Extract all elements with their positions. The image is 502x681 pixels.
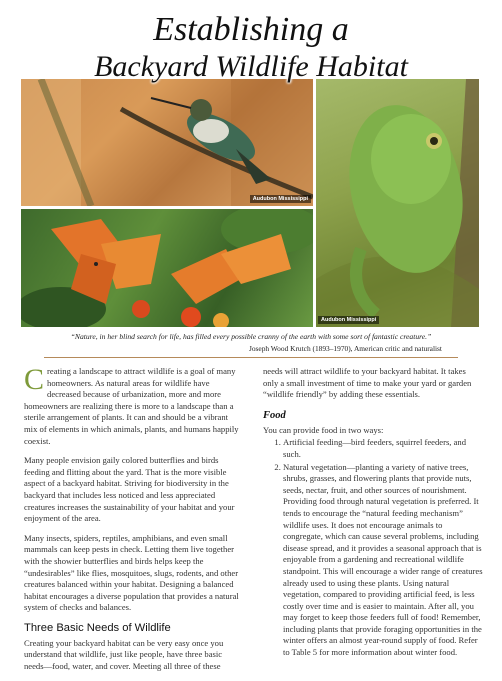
hummingbird-photo <box>21 79 313 206</box>
food-intro: You can provide food in two ways: <box>263 424 384 435</box>
frog-photo <box>316 79 479 327</box>
drop-cap: C <box>24 363 45 396</box>
title-line-1: Establishing a <box>153 11 349 48</box>
intro-text: reating a landscape to attract wildlife is a goal of many homeowners. As natural areas for wildlife have decreased because of urbanization, more and more homeowners are realizing there is more to a landscape than a sterile arrangement of plants. It can and should be a vibrant mix of elements in which animals, plants, and humans happily coexist. <box>24 366 239 446</box>
paragraph-3: Many insects, spiders, reptiles, amphibians, and even small mammals can keep pests in check. Letting them live together with the showier butterflies and birds helps keep the “undesirables” like flies, mosquitoes, slugs, rodents, and other creatures balanced within your habitat. Designing a balanced habitat encourages a diverse population that provides a natural system of checks and balances. <box>24 532 239 613</box>
title-line-2: Backyard Wildlife Habitat <box>94 50 408 83</box>
photo-credit-hummingbird: Audubon Mississippi <box>250 195 311 203</box>
paragraph-2: Many people envision gaily colored butterflies and birds feeding and flitting about the yard. That is the more visible aspect of a backyard habitat. Striving for biodiversity in the backyard that includes less noticed and less appreciated creatures increases the sustainability of your habitat and your enjoyment of the area. <box>24 455 235 524</box>
section-heading: Three Basic Needs of Wildlife <box>24 621 171 634</box>
right-intro-paragraph: needs will attract wildlife to your backyard habitat. It takes only a small investment of time to make your yard or garden “wildlife friendly” by adding these essentials. <box>263 366 472 400</box>
photo-credit-frog: Audubon Mississippi <box>318 316 379 324</box>
paragraph-4: Creating your backyard habitat can be very easy once you understand that wildlife, just like people, have three basic needs—food, water, and cover. Meeting all three of these <box>24 637 224 672</box>
pull-quote: “Nature, in her blind search for life, has filled every possible cranny of the earth with some sort of fantastic creature.” <box>70 332 432 341</box>
divider-rule <box>44 357 458 358</box>
right-column <box>263 366 483 660</box>
butterflies-photo <box>21 209 313 327</box>
quote-attribution: Joseph Wood Krutch (1893–1970), American critic and naturalist <box>248 344 442 353</box>
food-list-item: 1. Artificial feeding—bird feeders, squirrel feeders, and such. <box>283 437 483 460</box>
intro-paragraph <box>24 363 239 447</box>
food-list-item: 2. Natural vegetation—planting a variety of native trees, shrubs, grasses, and flowering plants that provide nuts, seeds, nectar, fruit, and other sources of nourishment. Providing food through natural vegetation is preferred. It tends to encourage the “natural feeding mechanism” wildlife uses. It does not encourage animals to congregate, which can cause several problems, including disease spread, and it provides a seasonal approach that is enjoyable from a gardening and recreational wildlife standpoint. This will encourage a wider range of creatures already used to using these plants. Using natural vegetation, compared to providing artificial feed, is less costly over time and is easier to maintain. After all, you may forget to keep those feeders full of food! Remember, including plants that provide foraging opportunities in the winter offers an almost year-round supply of food. Refer to Table 5 for more information about winter food. <box>283 462 483 659</box>
left-column <box>24 363 239 681</box>
food-heading: Food <box>263 409 286 421</box>
food-list <box>263 437 483 658</box>
